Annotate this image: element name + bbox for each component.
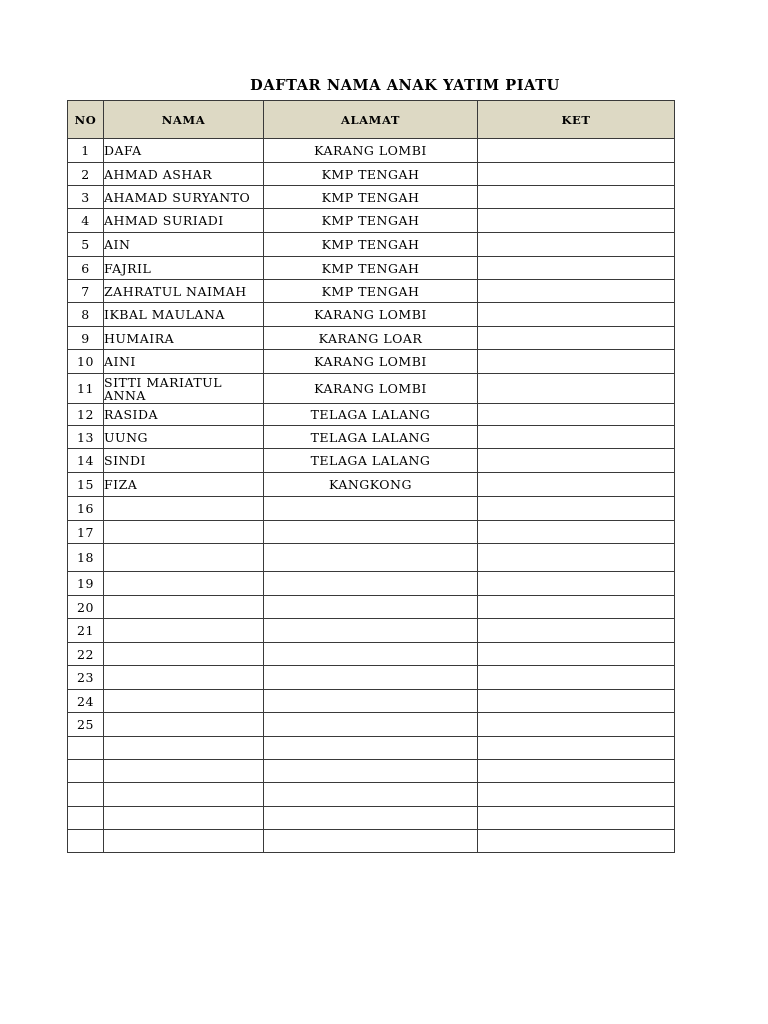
- remark-cell: [478, 737, 675, 760]
- column-header-alamat: ALAMAT: [264, 101, 478, 139]
- table-row: [68, 280, 675, 303]
- name-cell: [104, 572, 264, 596]
- remark-cell: [478, 426, 675, 449]
- name-cell: AHAMAD SURYANTO: [104, 186, 264, 209]
- table-row: [68, 426, 675, 449]
- remark-cell: [478, 643, 675, 666]
- address-cell: KARANG LOMBI: [264, 139, 478, 163]
- address-cell: KMP TENGAH: [264, 163, 478, 186]
- table-row: [68, 449, 675, 473]
- table-row: [68, 327, 675, 350]
- column-header-no: NO: [68, 101, 104, 139]
- table-body: [68, 139, 675, 853]
- table-row: [68, 713, 675, 737]
- no-cell: 22: [68, 643, 104, 666]
- remark-cell: [478, 139, 675, 163]
- address-cell: KMP TENGAH: [264, 233, 478, 257]
- name-cell: [104, 690, 264, 713]
- name-cell: [104, 643, 264, 666]
- address-cell: [264, 690, 478, 713]
- address-cell: TELAGA LALANG: [264, 449, 478, 473]
- name-cell: FIZA: [104, 473, 264, 497]
- name-cell: AHMAD ASHAR: [104, 163, 264, 186]
- no-cell: 6: [68, 257, 104, 280]
- name-cell: AIN: [104, 233, 264, 257]
- table-row: [68, 783, 675, 807]
- document-title: DAFTAR NAMA ANAK YATIM PIATU: [250, 77, 560, 94]
- no-cell: [68, 807, 104, 830]
- address-cell: [264, 783, 478, 807]
- address-cell: [264, 619, 478, 643]
- address-cell: [264, 713, 478, 737]
- remark-cell: [478, 544, 675, 572]
- name-cell: DAFA: [104, 139, 264, 163]
- no-cell: 3: [68, 186, 104, 209]
- no-cell: 21: [68, 619, 104, 643]
- remark-cell: [478, 760, 675, 783]
- remark-cell: [478, 449, 675, 473]
- name-cell: [104, 596, 264, 619]
- no-cell: [68, 760, 104, 783]
- no-cell: 5: [68, 233, 104, 257]
- no-cell: 23: [68, 666, 104, 690]
- no-cell: 19: [68, 572, 104, 596]
- address-cell: [264, 521, 478, 544]
- remark-cell: [478, 327, 675, 350]
- table-row: [68, 737, 675, 760]
- no-cell: [68, 783, 104, 807]
- remark-cell: [478, 830, 675, 853]
- table-row: [68, 233, 675, 257]
- no-cell: 16: [68, 497, 104, 521]
- address-cell: TELAGA LALANG: [264, 404, 478, 426]
- remark-cell: [478, 374, 675, 404]
- table-row: [68, 521, 675, 544]
- address-cell: [264, 544, 478, 572]
- remark-cell: [478, 713, 675, 737]
- address-cell: KARANG LOMBI: [264, 374, 478, 404]
- remark-cell: [478, 619, 675, 643]
- address-cell: KARANG LOMBI: [264, 350, 478, 374]
- name-cell: [104, 544, 264, 572]
- address-cell: [264, 830, 478, 853]
- address-cell: KARANG LOAR: [264, 327, 478, 350]
- table-row: [68, 572, 675, 596]
- no-cell: 25: [68, 713, 104, 737]
- remark-cell: [478, 280, 675, 303]
- name-cell: [104, 521, 264, 544]
- table-row: [68, 690, 675, 713]
- remark-cell: [478, 783, 675, 807]
- name-cell: [104, 807, 264, 830]
- name-cell: [104, 619, 264, 643]
- no-cell: 14: [68, 449, 104, 473]
- remark-cell: [478, 596, 675, 619]
- address-cell: KANGKONG: [264, 473, 478, 497]
- table-row: [68, 350, 675, 374]
- no-cell: 1: [68, 139, 104, 163]
- remark-cell: [478, 521, 675, 544]
- table-row: [68, 544, 675, 572]
- no-cell: [68, 830, 104, 853]
- address-cell: TELAGA LALANG: [264, 426, 478, 449]
- table-header-row: [68, 101, 675, 139]
- name-cell: UUNG: [104, 426, 264, 449]
- remark-cell: [478, 257, 675, 280]
- name-cell: ZAHRATUL NAIMAH: [104, 280, 264, 303]
- remark-cell: [478, 807, 675, 830]
- table-row: [68, 139, 675, 163]
- no-cell: 17: [68, 521, 104, 544]
- address-cell: KMP TENGAH: [264, 209, 478, 233]
- no-cell: 20: [68, 596, 104, 619]
- name-cell: SITTI MARIATUL ANNA: [104, 374, 264, 404]
- table-row: [68, 643, 675, 666]
- remark-cell: [478, 350, 675, 374]
- remark-cell: [478, 186, 675, 209]
- no-cell: [68, 737, 104, 760]
- column-header-ket: KET: [478, 101, 675, 139]
- table-row: [68, 404, 675, 426]
- address-cell: [264, 643, 478, 666]
- no-cell: 10: [68, 350, 104, 374]
- address-cell: [264, 666, 478, 690]
- no-cell: 4: [68, 209, 104, 233]
- table-row: [68, 596, 675, 619]
- no-cell: 12: [68, 404, 104, 426]
- name-cell: [104, 713, 264, 737]
- table-row: [68, 186, 675, 209]
- orphan-list-table: [67, 100, 675, 853]
- remark-cell: [478, 233, 675, 257]
- table-row: [68, 807, 675, 830]
- no-cell: 24: [68, 690, 104, 713]
- name-cell: RASIDA: [104, 404, 264, 426]
- table-row: [68, 830, 675, 853]
- name-cell: SINDI: [104, 449, 264, 473]
- table-row: [68, 303, 675, 327]
- name-cell: [104, 830, 264, 853]
- table-row: [68, 619, 675, 643]
- address-cell: [264, 760, 478, 783]
- address-cell: [264, 807, 478, 830]
- remark-cell: [478, 209, 675, 233]
- table-row: [68, 666, 675, 690]
- no-cell: 11: [68, 374, 104, 404]
- address-cell: KMP TENGAH: [264, 257, 478, 280]
- name-cell: [104, 737, 264, 760]
- remark-cell: [478, 690, 675, 713]
- name-cell: AINI: [104, 350, 264, 374]
- name-cell: [104, 760, 264, 783]
- address-cell: [264, 737, 478, 760]
- table-row: [68, 374, 675, 404]
- name-cell: HUMAIRA: [104, 327, 264, 350]
- remark-cell: [478, 666, 675, 690]
- address-cell: [264, 572, 478, 596]
- address-cell: [264, 497, 478, 521]
- no-cell: 2: [68, 163, 104, 186]
- name-cell: [104, 666, 264, 690]
- table-row: [68, 163, 675, 186]
- name-cell: IKBAL MAULANA: [104, 303, 264, 327]
- remark-cell: [478, 497, 675, 521]
- column-header-nama: NAMA: [104, 101, 264, 139]
- table-row: [68, 760, 675, 783]
- name-cell: [104, 497, 264, 521]
- address-cell: KARANG LOMBI: [264, 303, 478, 327]
- table-row: [68, 209, 675, 233]
- table-row: [68, 257, 675, 280]
- remark-cell: [478, 163, 675, 186]
- name-cell: FAJRIL: [104, 257, 264, 280]
- no-cell: 18: [68, 544, 104, 572]
- remark-cell: [478, 572, 675, 596]
- address-cell: [264, 596, 478, 619]
- name-cell: [104, 783, 264, 807]
- address-cell: KMP TENGAH: [264, 280, 478, 303]
- table-row: [68, 473, 675, 497]
- remark-cell: [478, 404, 675, 426]
- table-row: [68, 497, 675, 521]
- name-cell: AHMAD SURIADI: [104, 209, 264, 233]
- remark-cell: [478, 303, 675, 327]
- no-cell: 8: [68, 303, 104, 327]
- no-cell: 9: [68, 327, 104, 350]
- no-cell: 7: [68, 280, 104, 303]
- no-cell: 13: [68, 426, 104, 449]
- no-cell: 15: [68, 473, 104, 497]
- address-cell: KMP TENGAH: [264, 186, 478, 209]
- remark-cell: [478, 473, 675, 497]
